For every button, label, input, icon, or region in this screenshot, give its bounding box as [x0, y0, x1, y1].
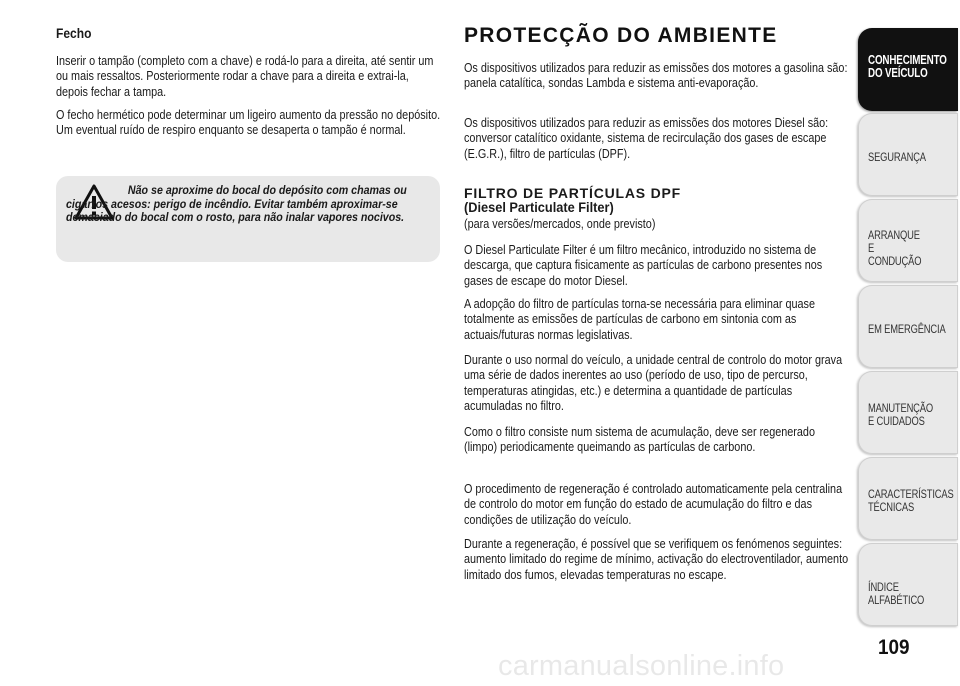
fecho-heading: Fecho — [56, 25, 92, 41]
tab-arranque[interactable] — [858, 199, 958, 282]
dpf-subheading: (Diesel Particulate Filter) — [464, 200, 614, 216]
tab-label: CONHECIMENTO DO VEÍCULO — [868, 53, 947, 80]
tab-label: ARRANQUE E CONDUÇÃO — [868, 228, 922, 268]
warning-text: Não se aproxime do bocal do depósito com chamas ou cigarros acesos: perigo de incêndio. Evitar também aproximar-se demasiado do bocal com o rosto, para não inalar vapores nocivos. — [66, 183, 407, 225]
paragraph-diesel: Os dispositivos utilizados para reduzir as emissões dos motores Diesel são: conversor catalítico oxidante, sistema de recirculação dos gases de escape (E.G.R.), filtro de partículas (DPF). — [464, 116, 829, 161]
warning-box — [56, 176, 440, 262]
tab-emergencia[interactable] — [858, 285, 958, 368]
paragraph-dpf-procedure: O procedimento de regeneração é controlado automaticamente pela centralina de controlo do motor em função do estado de acumulação do filtro e das condições de utilização do veículo. — [464, 482, 843, 527]
paragraph-dpf-usage: Durante o uso normal do veículo, a unidade central de controlo do motor grava uma série de dados inerentes ao uso (período de uso, tipo de percurso, temperaturas atingidas, etc.) e determina a quantidade de partículas acumuladas no filtro. — [464, 353, 843, 414]
tab-seguranca[interactable] — [858, 113, 958, 196]
tab-label: CARACTERÍSTICAS TÉCNICAS — [868, 487, 954, 514]
tab-indice[interactable] — [858, 543, 958, 626]
paragraph-dpf-phenomena: Durante a regeneração, é possível que se verifiquem os fenómenos seguintes: aumento limitado do regime de mínimo, activação do electroventilador, aumento limitado dos fumos, elevadas temperaturas no escape. — [464, 537, 849, 582]
fecho-paragraph-1: Inserir o tampão (completo com a chave) e rodá-lo para a direita, até sentir um ou mais ressaltos. Posteriormente rodar a chave para a direita e extrai-la, depois fechar a tampa. — [56, 54, 434, 99]
paragraph-dpf-adoption: A adopção do filtro de partículas torna-se necessária para eliminar quase totalmente as emissões de partículas de carbono em sintonia com as actuais/futuras normas legislativas. — [464, 297, 816, 342]
tab-label: ÍNDICE ALFABÉTICO — [868, 580, 925, 607]
section-title: PROTECÇÃO DO AMBIENTE — [464, 24, 778, 47]
dpf-note: (para versões/mercados, onde previsto) — [464, 217, 656, 231]
tab-label: EM EMERGÊNCIA — [868, 322, 946, 336]
dpf-heading: FILTRO DE PARTÍCULAS DPF — [464, 185, 682, 201]
tab-label: MANUTENÇÃO E CUIDADOS — [868, 401, 934, 428]
tab-label: SEGURANÇA — [868, 150, 926, 164]
paragraph-dpf-regeneration: Como o filtro consiste num sistema de acumulação, deve ser regenerado (limpo) periodicamente queimando as partículas de carbono. — [464, 425, 815, 455]
tab-manutencao[interactable] — [858, 371, 958, 454]
fecho-paragraph-2: O fecho hermético pode determinar um ligeiro aumento da pressão no depósito. Um eventual ruído de respiro enquanto se desaperta o tampão é normal. — [56, 108, 441, 138]
tab-conhecimento[interactable] — [858, 28, 958, 111]
tab-caracteristicas[interactable] — [858, 457, 958, 540]
paragraph-gasoline: Os dispositivos utilizados para reduzir as emissões dos motores a gasolina são: panela catalítica, sondas Lambda e sistema anti-evaporação. — [464, 61, 848, 91]
watermark: carmanualsonline.info — [498, 650, 785, 682]
page-number: 109 — [878, 636, 910, 659]
paragraph-dpf-description: O Diesel Particulate Filter é um filtro mecânico, introduzido no sistema de descarga, que captura fisicamente as partículas de carbono presentes nos gases de escape do motor Diesel. — [464, 243, 823, 288]
